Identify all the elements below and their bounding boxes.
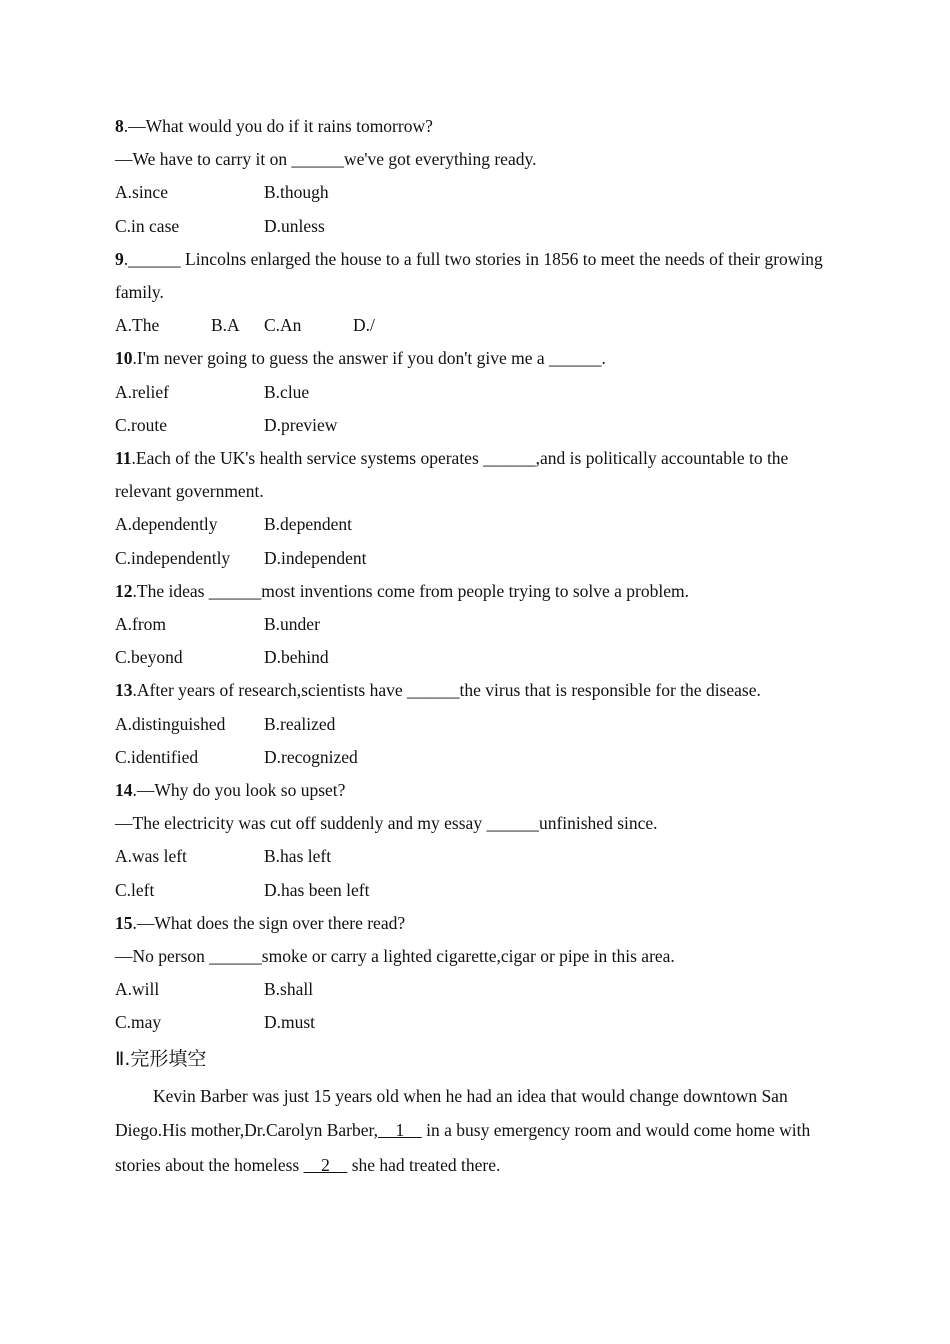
question-10-stem: 10.I'm never going to guess the answer if you don't give me a ______. <box>115 348 606 369</box>
question-12-options-row-1 <box>115 608 835 641</box>
section-title: Ⅱ.完形填空 <box>115 1047 207 1070</box>
option-d: D.behind <box>264 647 329 668</box>
question-number: 15 <box>115 912 133 933</box>
question-10 <box>115 342 835 442</box>
question-11-stem: 11.Each of the UK's health service systems operates ______,and is politically accountable to the relevant government. <box>115 448 789 502</box>
question-number: 9 <box>115 248 124 269</box>
question-8-stem-line-2: —We have to carry it on ______we've got everything ready. <box>115 149 537 170</box>
option-c: C.route <box>115 414 168 435</box>
question-14-stem-line-2: —The electricity was cut off suddenly and my essay ______unfinished since. <box>115 813 658 834</box>
option-d: D.recognized <box>264 746 358 767</box>
question-15-options-row-1 <box>115 973 835 1006</box>
question-15-stem-line-2: —No person ______smoke or carry a lighted cigarette,cigar or pipe in this area. <box>115 946 675 967</box>
question-11-options-row-2 <box>115 542 835 575</box>
option-c: C.may <box>115 1012 162 1033</box>
question-number: 14 <box>115 780 133 801</box>
question-number: 13 <box>115 680 133 701</box>
option-b: B.under <box>264 614 320 635</box>
question-10-options-row-1 <box>115 376 835 409</box>
option-c: C.in case <box>115 215 180 236</box>
question-13 <box>115 674 835 774</box>
question-8-stem: 8.—What would you do if it rains tomorrow? <box>115 116 433 136</box>
option-b: B.realized <box>264 713 336 734</box>
cloze-blank-1: 1 <box>378 1120 422 1141</box>
question-8-options-row-1 <box>115 176 835 209</box>
question-13-stem: 13.After years of research,scientists have ______the virus that is responsible for the disease. <box>115 680 761 701</box>
option-d: D./ <box>353 315 375 336</box>
question-number: 8 <box>115 116 124 136</box>
question-9-options-row <box>115 309 835 342</box>
question-12 <box>115 575 835 675</box>
option-a: A.from <box>115 614 167 635</box>
option-a: A.distinguished <box>115 713 226 734</box>
question-8-options-row-2 <box>115 210 835 243</box>
option-b: B.A <box>211 315 240 336</box>
cloze-passage: Kevin Barber was just 15 years old when he had an idea that would change downtown San Diego.His mother,Dr.Carolyn Barber, 1 in a busy emergency room and would come home with stories about the homeless 2 she had treated there. <box>115 1085 811 1175</box>
option-b: B.has left <box>264 846 332 867</box>
question-8 <box>115 110 835 243</box>
option-a: A.relief <box>115 381 169 402</box>
option-a: A.was left <box>115 846 187 867</box>
option-d: D.independent <box>264 547 367 568</box>
question-15 <box>115 907 835 1040</box>
question-number: 10 <box>115 348 133 369</box>
question-number: 12 <box>115 580 133 601</box>
question-12-options-row-2 <box>115 641 835 674</box>
option-b: B.clue <box>264 381 310 402</box>
question-14-options-row-1 <box>115 840 835 873</box>
option-a: A.since <box>115 182 168 203</box>
question-14-options-row-2 <box>115 874 835 907</box>
option-a: A.will <box>115 979 160 1000</box>
question-number: 11 <box>115 448 132 469</box>
option-c: C.An <box>264 315 302 336</box>
question-15-options-row-2 <box>115 1006 835 1039</box>
question-12-stem: 12.The ideas ______most inventions come from people trying to solve a problem. <box>115 580 689 601</box>
option-c: C.left <box>115 879 155 900</box>
question-9 <box>115 243 835 343</box>
question-list <box>115 110 835 1182</box>
option-a: A.dependently <box>115 514 218 535</box>
option-b: B.shall <box>264 979 314 1000</box>
option-c: C.identified <box>115 746 199 767</box>
cloze-blank-2: 2 <box>303 1154 348 1175</box>
option-c: C.independently <box>115 547 231 568</box>
option-b: B.though <box>264 182 329 203</box>
question-13-options-row-1 <box>115 708 835 741</box>
question-15-stem: 15.—What does the sign over there read? <box>115 912 406 933</box>
question-11-options-row-1 <box>115 508 835 541</box>
question-9-stem: 9.______ Lincolns enlarged the house to a full two stories in 1856 to meet the needs of their growing family. <box>115 248 823 303</box>
option-d: D.must <box>264 1012 316 1033</box>
question-11 <box>115 442 835 575</box>
question-14-stem: 14.—Why do you look so upset? <box>115 780 346 801</box>
option-c: C.beyond <box>115 647 183 668</box>
question-14 <box>115 774 835 907</box>
question-13-options-row-2 <box>115 741 835 774</box>
option-d: D.has been left <box>264 879 370 900</box>
question-10-options-row-2 <box>115 409 835 442</box>
option-d: D.unless <box>264 215 325 236</box>
option-b: B.dependent <box>264 514 352 535</box>
option-d: D.preview <box>264 414 338 435</box>
option-a: A.The <box>115 315 160 336</box>
